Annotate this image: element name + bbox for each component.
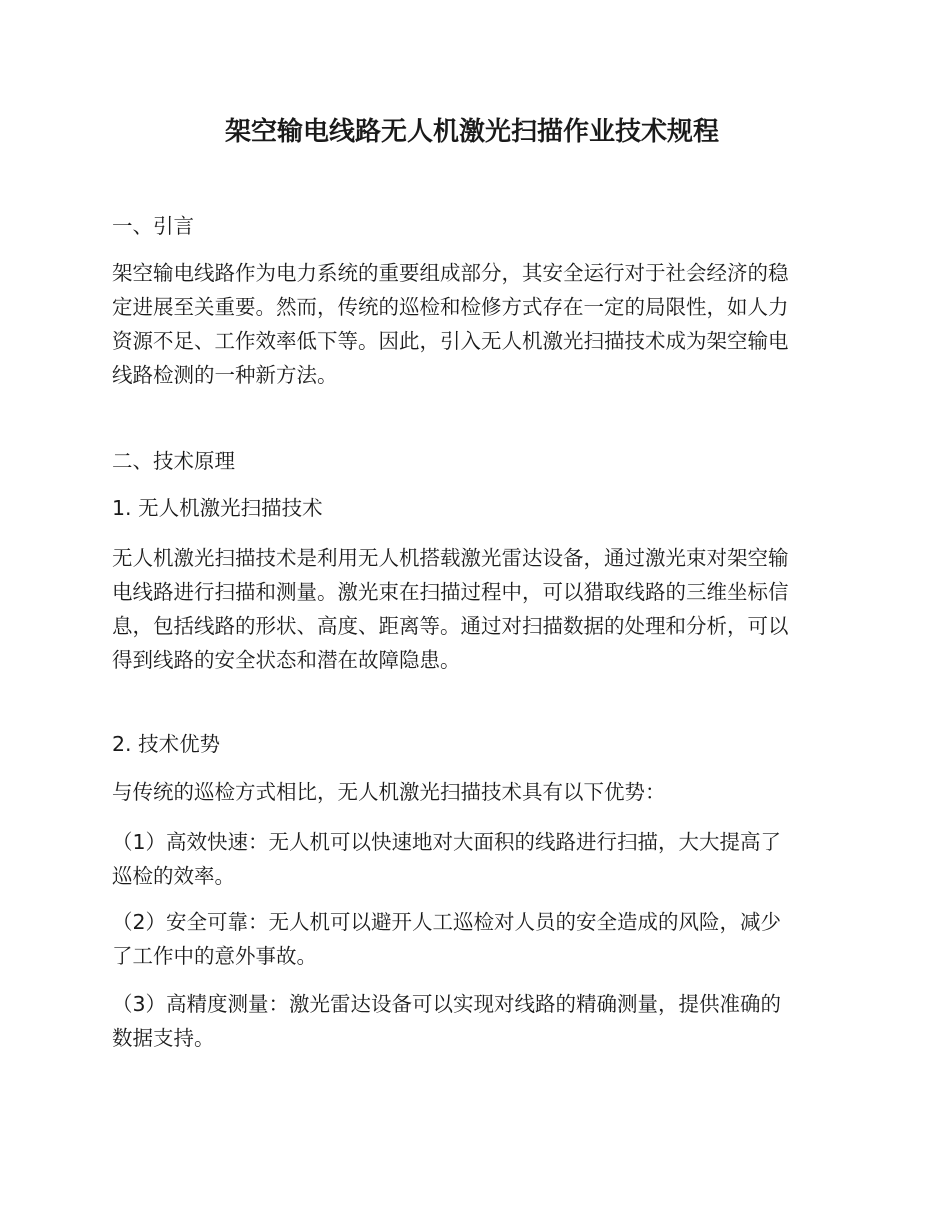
paragraph-line: （2）安全可靠：无人机可以避开人工巡检对人员的安全造成的风险，减少 xyxy=(112,910,782,934)
paragraph-line: 定进展至关重要。然而，传统的巡检和检修方式存在一定的局限性，如人力 xyxy=(112,295,789,319)
section-heading-principle: 二、技术原理 xyxy=(112,449,235,473)
section-heading-intro: 一、引言 xyxy=(112,214,194,238)
advantage-item-efficiency xyxy=(112,825,832,893)
paragraph-line: 电线路进行扫描和测量。激光束在扫描过程中，可以猎取线路的三维坐标信 xyxy=(112,580,789,604)
paragraph-line: 架空输电线路作为电力系统的重要组成部分，其安全运行对于社会经济的稳 xyxy=(112,261,789,285)
advantage-item-safety xyxy=(112,905,832,973)
paragraph-line: （3）高精度测量：激光雷达设备可以实现对线路的精确测量，提供准确的 xyxy=(112,992,782,1016)
advantage-item-precision xyxy=(112,987,832,1055)
paragraph-line: 资源不足、工作效率低下等。因此，引入无人机激光扫描技术成为架空输电 xyxy=(112,329,789,353)
document-title: 架空输电线路无人机激光扫描作业技术规程 xyxy=(224,117,719,147)
paragraph-line: 无人机激光扫描技术是利用无人机搭载激光雷达设备，通过激光束对架空输 xyxy=(112,546,789,570)
paragraph-line: 巡检的效率。 xyxy=(112,864,235,888)
subsection-heading-laser-scanning: 1. 无人机激光扫描技术 xyxy=(112,496,323,520)
paragraph-line: 了工作中的意外事故。 xyxy=(112,944,317,968)
laser-scanning-paragraph xyxy=(112,541,832,677)
paragraph-line: 线路检测的一种新方法。 xyxy=(112,363,338,387)
paragraph-line: 得到线路的安全状态和潜在故障隐患。 xyxy=(112,648,461,672)
intro-paragraph xyxy=(112,256,832,392)
paragraph-line: （1）高效快速：无人机可以快速地对大面积的线路进行扫描，大大提高了 xyxy=(112,830,782,854)
advantages-intro xyxy=(112,775,832,809)
paragraph-line: 数据支持。 xyxy=(112,1026,215,1050)
paragraph-line: 息，包括线路的形状、高度、距离等。通过对扫描数据的处理和分析，可以 xyxy=(112,614,789,638)
paragraph-line: 与传统的巡检方式相比，无人机激光扫描技术具有以下优势： xyxy=(112,780,666,804)
subsection-heading-advantages: 2. 技术优势 xyxy=(112,732,221,756)
